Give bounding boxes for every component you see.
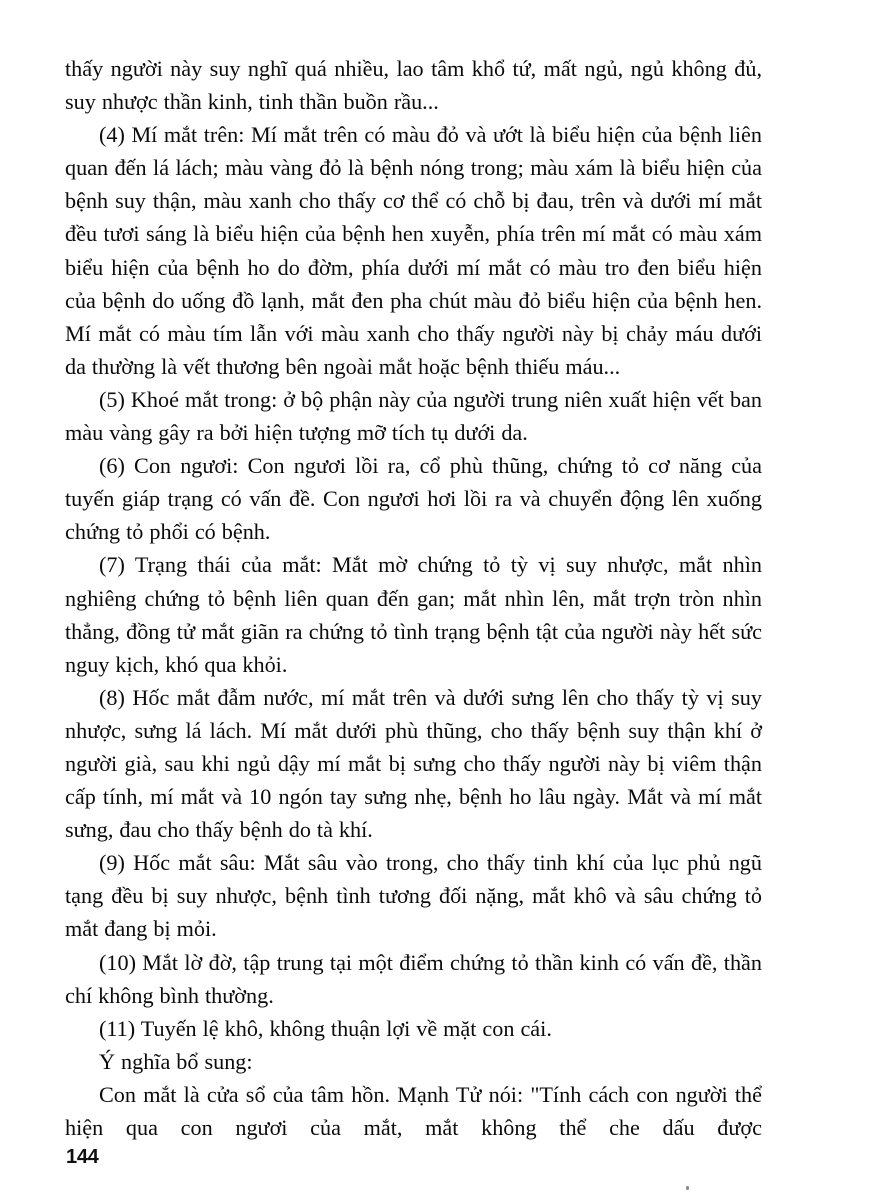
paragraph-item-10: (10) Mắt lờ đờ, tập trung tại một điểm chứng tỏ thần kinh có vấn đề, thần chí không bình thường. [65,949,762,1008]
paragraph-item-4: (4) Mí mắt trên: Mí mắt trên có màu đỏ và ướt là biểu hiện của bệnh liên quan đến lá lách; màu vàng đỏ là bệnh nóng trong; màu xám là biểu hiện của bệnh suy thận, màu xanh cho thấy cơ thể có chỗ bị đau, trên và dưới mí mắt đều tươi sáng là biểu hiện của bệnh hen xuyễn, phía trên mí mắt có màu xám biểu hiện của bệnh ho do đờm, phía dưới mí mắt có màu tro đen biểu hiện của bệnh do uống đồ lạnh, mắt đen pha chút màu đỏ biểu hiện của bệnh hen. Mí mắt có màu tím lẫn với màu xanh cho thấy người này bị chảy máu dưới da thường là vết thương bên ngoài mắt hoặc bệnh thiếu máu... [65,122,762,379]
paragraph-item-7: (7) Trạng thái của mắt: Mắt mờ chứng tỏ tỳ vị suy nhược, mắt nhìn nghiêng chứng tỏ bệnh liên quan đến gan; mắt nhìn lên, mắt trợn tròn nhìn thẳng, đồng tử mắt giãn ra chứng tỏ tình trạng bệnh tật của người này hết sức nguy kịch, khó qua khỏi. [65,552,762,677]
paragraph-item-6: (6) Con ngươi: Con ngươi lồi ra, cổ phù thũng, chứng tỏ cơ năng của tuyến giáp trạng có vấn đề. Con ngươi hơi lồi ra và chuyển động lên xuống chứng tỏ phổi có bệnh. [65,453,762,545]
paragraph-item-11: (11) Tuyến lệ khô, không thuận lợi về mặt con cái. [99,1015,552,1041]
page-number: 144 [66,1146,99,1168]
paragraph-item-5: (5) Khoé mắt trong: ở bộ phận này của người trung niên xuất hiện vết ban màu vàng gây ra bởi hiện tượng mỡ tích tụ dưới da. [65,386,762,446]
paragraph-item-9: (9) Hốc mắt sâu: Mắt sâu vào trong, cho thấy tinh khí của lục phủ ngũ tạng đều bị suy nhược, bệnh tình tương đối nặng, mắt khô và sâu chứng tỏ mắt đang bị mỏi. [65,850,762,942]
paragraph-subheading: Ý nghĩa bổ sung: [99,1048,253,1074]
page-text-column [65,52,762,1177]
paragraph-item-8: (8) Hốc mắt đẫm nước, mí mắt trên và dưới sưng lên cho thấy tỳ vị suy nhược, sưng lá lách. Mí mắt dưới phù thũng, cho thấy bệnh suy thận khí ở người già, sau khi ngủ dậy mí mắt bị sưng cho thấy người này bị viêm thận cấp tính, mí mắt và 10 ngón tay sưng nhẹ, bệnh ho lâu ngày. Mắt và mí mắt sưng, đau cho thấy bệnh do tà khí. [65,684,762,843]
paragraph-closing-quote: Con mắt là cửa sổ của tâm hồn. Mạnh Tử nói: "Tính cách con người thể hiện qua con ngươi của mắt, mắt không thể che dấu được [65,1081,762,1140]
paragraph-continuation: thấy người này suy nghĩ quá nhiều, lao tâm khổ tứ, mất ngủ, ngủ không đủ, suy nhược thần kinh, tinh thần buồn rầu... [65,56,762,115]
scan-speck [686,1186,689,1190]
